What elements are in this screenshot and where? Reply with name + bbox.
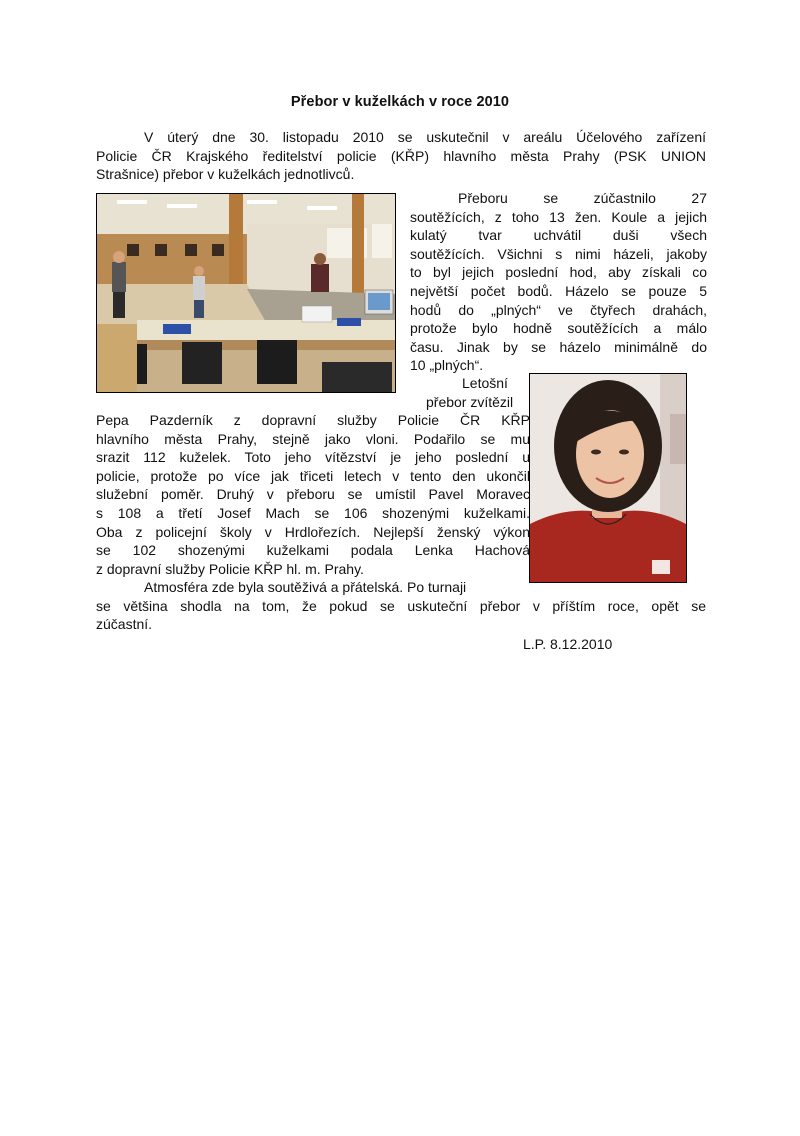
signature-date: L.P. 8.12.2010 (523, 636, 613, 652)
text-line: času. Jinak by se házelo minimálně do (410, 338, 707, 355)
text-line: Strašnice) přebor v kuželkách jednotlivců. (96, 166, 355, 183)
text-line: služební poměr. Druhý v přeboru se umístil Pavel Moravec (96, 486, 530, 503)
text-line: se 102 shozenými kuželkami podala Lenka Hachová (96, 542, 530, 559)
text-line: protože bylo hodně soutěžících a málo (410, 320, 707, 337)
article-title: Přebor v kuželkách v roce 2010 (290, 94, 510, 110)
text-line: Pepa Pazderník z dopravní služby Policie ČR KŘP (96, 412, 530, 428)
text-line: Oba z policejní školy v Hrdlořezích. Nejlepší ženský výkon (96, 523, 530, 540)
text-line: přebor zvítězil (426, 393, 514, 410)
bowling-alley-photo (96, 193, 396, 393)
text-line: hlavního města Prahy, stejně jako vloni. Podařilo se mu (96, 430, 530, 447)
text-line: policie, protože po více jak třiceti letech v tento den ukončil (96, 467, 530, 484)
text-line: se většina shodla na tom, že pokud se uskuteční přebor v příštím roce, opět se (96, 597, 706, 614)
text-line: Atmosféra zde byla soutěživá a přátelská. Po turnaji (144, 579, 467, 595)
text-line: zúčastní. (96, 616, 153, 633)
text-line: Přeboru se zúčastnilo 27 (458, 190, 707, 206)
text-line: hodů do „plných“ ve čtyřech drahách, (410, 301, 707, 318)
text-line: s 108 a třetí Josef Mach se 106 shozenými kuželkami. (96, 504, 530, 521)
text-line: srazit 112 kuželek. Toto jeho vítězství je jeho poslední u (96, 449, 530, 466)
text-line: V úterý dne 30. listopadu 2010 se uskutečnil v areálu Účelového zařízení (144, 129, 706, 145)
winner-portrait-photo (529, 373, 687, 583)
text-line: Policie ČR Krajského ředitelství policie (KŘP) hlavního města Prahy (PSK UNION (96, 147, 706, 164)
text-line: největší počet bodů. Házelo se pouze 5 (410, 282, 707, 299)
paragraph-closing (96, 578, 706, 634)
text-line: soutěžících. Všichni s nimi házeli, jakoby (410, 245, 707, 262)
paragraph-intro (96, 128, 706, 184)
text-line: z dopravní služby Policie KŘP hl. m. Prahy. (96, 560, 364, 577)
paragraph-winner-start (410, 374, 530, 411)
text-line: kulatý tvar uchvátil duši všech (410, 227, 707, 244)
paragraph-winner (96, 411, 530, 578)
text-line: to byl jejich poslední hod, aby získali co (410, 264, 707, 281)
text-line: soutěžících, z toho 13 žen. Koule a jejich (410, 208, 707, 225)
text-line: 10 „plných“. (410, 357, 484, 374)
text-line: Letošní (462, 375, 508, 391)
paragraph-participants (410, 189, 707, 375)
